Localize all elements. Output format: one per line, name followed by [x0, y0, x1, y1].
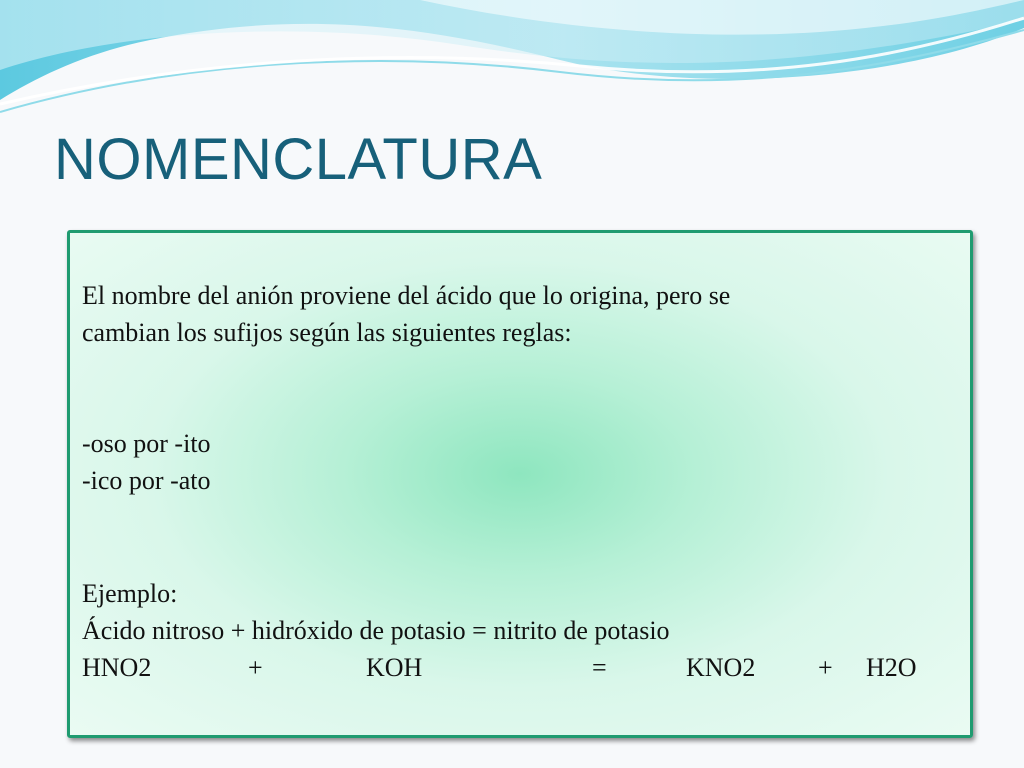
equation-product-2: H2O — [866, 653, 917, 682]
intro-line-1: El nombre del anión proviene del ácido que lo origina, pero se — [82, 281, 731, 310]
slide-title: NOMENCLATURA — [54, 127, 543, 192]
intro-paragraph — [82, 277, 730, 351]
decorative-wave-header — [0, 0, 1024, 130]
equation-reactant-2: KOH — [366, 653, 423, 682]
suffix-rules — [82, 425, 211, 499]
equation-plus-2: + — [818, 653, 833, 682]
equation-plus-1: + — [248, 653, 263, 682]
content-box — [67, 230, 973, 738]
example-words: Ácido nitroso + hidróxido de potasio = nitrito de potasio — [82, 616, 670, 645]
equation-reactant-1: HNO2 — [82, 653, 152, 682]
rule-ico-ato: -ico por -ato — [82, 466, 211, 495]
example-label: Ejemplo: — [82, 579, 178, 608]
intro-line-2: cambian los sufijos según las siguientes reglas: — [82, 318, 572, 347]
rule-oso-ito: -oso por -ito — [82, 429, 211, 458]
equation-product-1: KNO2 — [686, 653, 756, 682]
example-section — [82, 575, 670, 649]
equation-equals: = — [592, 653, 607, 682]
